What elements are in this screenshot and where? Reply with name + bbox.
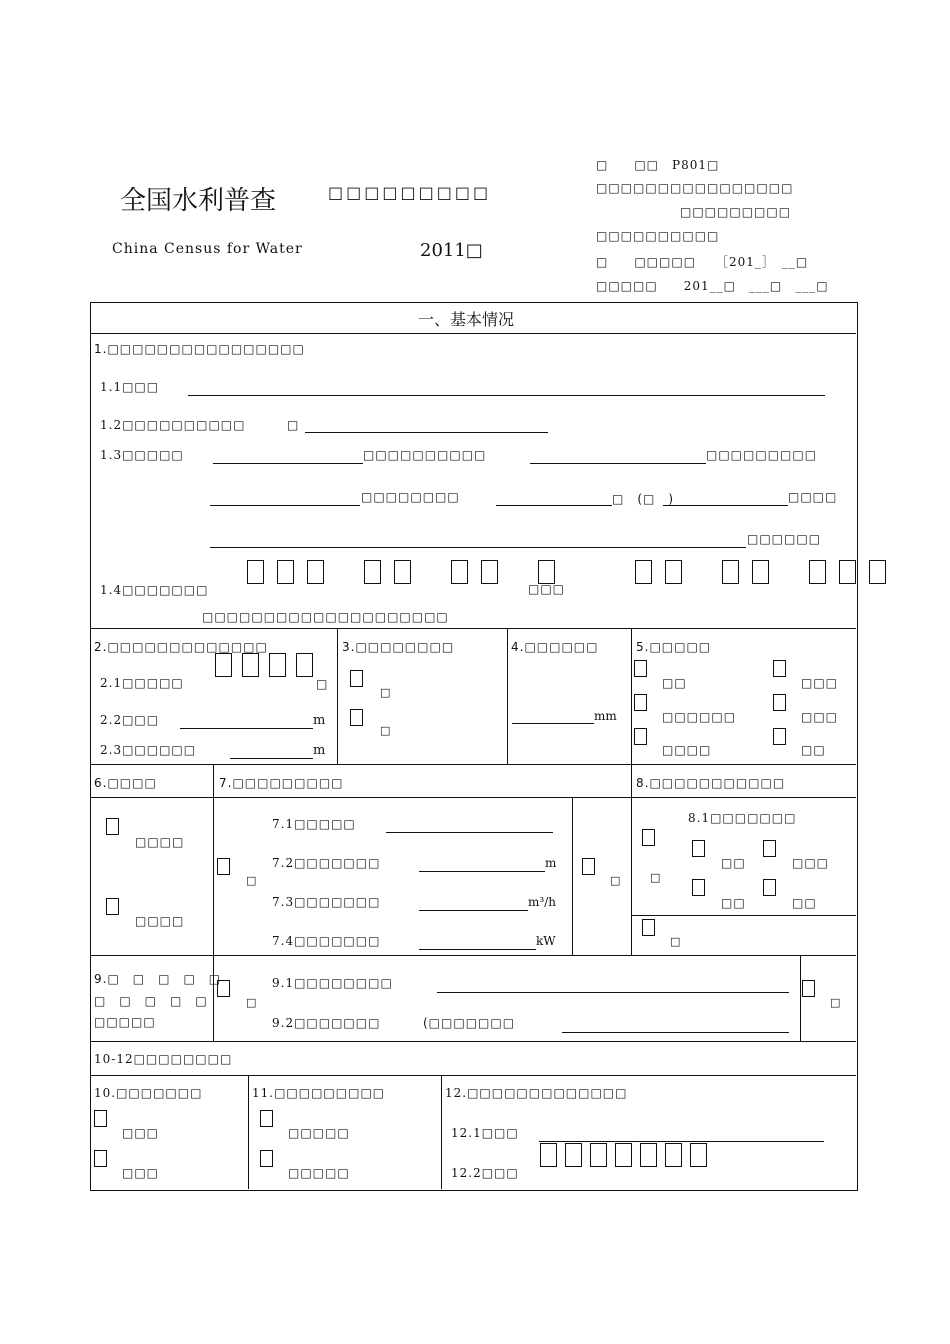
q2-1-label: 2.1□□□□□ — [100, 676, 184, 690]
q3-label: 3.□□□□□□□□ — [342, 640, 455, 654]
q8-left-label: □ — [650, 871, 661, 884]
q2-3-unit: m — [313, 743, 326, 758]
q1-3-text-e: □□□□ — [788, 490, 838, 504]
q6-option-2-label: □□□□ — [135, 914, 185, 928]
q9-2-label: 9.2□□□□□□□ — [272, 1016, 381, 1030]
q9-left-checkbox[interactable] — [217, 980, 230, 997]
q1-label: 1.□□□□□□□□□□□□□□□□ — [94, 342, 305, 356]
q8-option-1-checkbox[interactable] — [692, 840, 705, 857]
q7-3-label: 7.3□□□□□□□ — [272, 895, 381, 909]
q9-2-note: (□□□□□□□ — [423, 1016, 516, 1030]
form-meta-line: □□□□□□□□□□□□□□□□ — [596, 181, 794, 195]
q3-option-1-checkbox[interactable] — [350, 670, 363, 687]
q2-1-digit-boxes[interactable] — [215, 653, 326, 680]
census-title-en: China Census for Water — [112, 241, 303, 257]
form-title: □□□□□□□□□ — [328, 183, 492, 202]
q7-1-field[interactable] — [386, 832, 553, 833]
q5-option-4-checkbox[interactable] — [773, 660, 786, 677]
q3-option-2-label: □ — [380, 724, 391, 737]
q2-label: 2.□□□□□□□□□□□□□ — [94, 640, 268, 654]
q12-1-label: 12.1□□□ — [451, 1126, 519, 1140]
q8-option-2-checkbox[interactable] — [763, 840, 776, 857]
q5-option-5-checkbox[interactable] — [773, 694, 786, 711]
q7-label: 7.□□□□□□□□□ — [219, 776, 344, 790]
q7-2-unit: m — [545, 856, 557, 870]
q4-field[interactable] — [512, 723, 594, 724]
q10-12-label: 10-12□□□□□□□□ — [94, 1052, 233, 1066]
q2-3-field[interactable] — [230, 758, 313, 759]
q9-left-suffix: □ — [246, 996, 257, 1009]
q8-option-3-checkbox[interactable] — [692, 879, 705, 896]
q2-2-unit: m — [313, 713, 326, 728]
q7-checkbox[interactable] — [217, 858, 230, 875]
q5-label: 5.□□□□□ — [636, 640, 712, 654]
q9-label-line: □ □ □ □ □ — [94, 994, 208, 1008]
q9-1-field[interactable] — [437, 992, 789, 993]
q7-checkbox-suffix: □ — [246, 874, 257, 887]
q9-label-line: 9.□ □ □ □ □ — [94, 972, 222, 986]
q12-1-field[interactable] — [539, 1141, 824, 1142]
q1-3-label: 1.3□□□□□ — [100, 448, 184, 462]
q5-option-1-checkbox[interactable] — [634, 660, 647, 677]
q8-option-1-label: □□ — [721, 856, 746, 870]
q7-2-label: 7.2□□□□□□□ — [272, 856, 381, 870]
q12-label: 12.□□□□□□□□□□□□□ — [445, 1086, 628, 1100]
q1-1-label: 1.1□□□ — [100, 380, 160, 394]
q1-3-text-b: □□□□□□□□□ — [706, 448, 818, 462]
q2-2-field[interactable] — [180, 728, 313, 729]
q1-3-field-f[interactable] — [210, 547, 746, 548]
q1-3-text-f: □□□□□□ — [747, 532, 822, 546]
q7-side-checkbox[interactable] — [582, 858, 595, 875]
q3-option-1-label: □ — [380, 686, 391, 699]
q9-2-field[interactable] — [562, 1032, 789, 1033]
q8-left-checkbox[interactable] — [642, 829, 655, 846]
q8-bottom-checkbox[interactable] — [642, 919, 655, 936]
form-meta-line: □ □□□□□ ［201_］ __□ — [596, 255, 809, 269]
q10-option-1-checkbox[interactable] — [94, 1110, 107, 1127]
q1-4-label: 1.4□□□□□□□ — [100, 583, 209, 597]
q9-right-suffix: □ — [830, 996, 841, 1009]
q8-1-label: 8.1□□□□□□□ — [688, 811, 797, 825]
census-title: 全国水利普查 — [120, 186, 277, 216]
q11-label: 11.□□□□□□□□□ — [252, 1086, 386, 1100]
q1-3-text-c: □□□□□□□□ — [361, 490, 460, 504]
q5-option-4-label: □□□ — [801, 676, 839, 690]
q1-2-label: 1.2□□□□□□□□□□ — [100, 418, 246, 432]
q4-label: 4.□□□□□□ — [511, 640, 599, 654]
q1-3-field-d[interactable] — [496, 505, 612, 506]
q11-option-2-label: □□□□□ — [288, 1166, 350, 1180]
q8-option-4-label: □□ — [792, 896, 817, 910]
q4-unit: mm — [594, 709, 617, 723]
section-heading: 一、基本情况 — [418, 310, 515, 329]
q1-3-field-a[interactable] — [213, 463, 363, 464]
q5-option-6-checkbox[interactable] — [773, 728, 786, 745]
q10-option-2-label: □□□ — [122, 1166, 160, 1180]
q9-right-checkbox[interactable] — [802, 980, 815, 997]
q10-label: 10.□□□□□□□ — [94, 1086, 203, 1100]
q6-option-1-label: □□□□ — [135, 835, 185, 849]
q5-option-2-label: □□□□□□ — [662, 710, 737, 724]
q1-3-field-e[interactable] — [663, 505, 788, 506]
q6-label: 6.□□□□ — [94, 776, 157, 790]
q5-option-5-label: □□□ — [801, 710, 839, 724]
q7-4-field[interactable] — [419, 949, 536, 950]
census-year: 2011□ — [420, 240, 483, 261]
q2-1-suffix: □ — [316, 677, 329, 691]
q12-2-digit-boxes[interactable] — [540, 1143, 720, 1170]
q8-bottom-label: □ — [670, 935, 681, 948]
coordinate-digit-boxes[interactable] — [247, 560, 899, 587]
q12-2-label: 12.2□□□ — [451, 1166, 519, 1180]
q6-option-2-checkbox[interactable] — [106, 898, 119, 915]
q7-1-label: 7.1□□□□□ — [272, 817, 356, 831]
q1-4-note: □□□□□□□□□□□□□□□□□□□□ — [202, 610, 449, 624]
q9-label-line: □□□□□ — [94, 1015, 156, 1029]
q11-option-1-label: □□□□□ — [288, 1126, 350, 1140]
q5-option-3-checkbox[interactable] — [634, 728, 647, 745]
q5-option-1-label: □□ — [662, 676, 687, 690]
q9-1-label: 9.1□□□□□□□□ — [272, 976, 393, 990]
form-meta-line: □□□□□□□□□□ — [596, 229, 720, 243]
q1-3-text-d: □ (□ ) — [612, 492, 675, 506]
q6-option-1-checkbox[interactable] — [106, 818, 119, 835]
q8-option-3-label: □□ — [721, 896, 746, 910]
q7-3-unit: m³/h — [528, 895, 556, 909]
form-meta-line: □□□□□ 201__□ ___□ ___□ — [596, 279, 829, 293]
q1-1-field[interactable] — [188, 395, 825, 396]
q10-option-1-label: □□□ — [122, 1126, 160, 1140]
q5-option-3-label: □□□□ — [662, 743, 712, 757]
q7-4-label: 7.4□□□□□□□ — [272, 934, 381, 948]
q1-3-field-c[interactable] — [210, 505, 360, 506]
q7-4-unit: kW — [536, 934, 556, 948]
q1-3-text-a: □□□□□□□□□□ — [363, 448, 487, 462]
q2-2-label: 2.2□□□ — [100, 713, 160, 727]
q7-2-field[interactable] — [419, 871, 545, 872]
q2-3-label: 2.3□□□□□□ — [100, 743, 197, 757]
q1-2-suffix: □ — [287, 418, 300, 432]
q5-option-6-label: □□ — [801, 743, 826, 757]
form-meta-line: □□□□□□□□□ — [680, 205, 792, 219]
q1-4-unit: □□□ — [528, 582, 566, 596]
q5-option-2-checkbox[interactable] — [634, 694, 647, 711]
form-meta-line: □ □□ P801□ — [596, 158, 720, 172]
q8-option-4-checkbox[interactable] — [763, 879, 776, 896]
q7-side-suffix: □ — [610, 874, 621, 887]
q11-option-2-checkbox[interactable] — [260, 1150, 273, 1167]
q8-option-2-label: □□□ — [792, 856, 830, 870]
q7-3-field[interactable] — [419, 910, 528, 911]
q8-label: 8.□□□□□□□□□□□ — [636, 776, 786, 790]
q11-option-1-checkbox[interactable] — [260, 1110, 273, 1127]
q1-2-field[interactable] — [305, 432, 548, 433]
q3-option-2-checkbox[interactable] — [350, 709, 363, 726]
q10-option-2-checkbox[interactable] — [94, 1150, 107, 1167]
q1-3-field-b[interactable] — [530, 463, 706, 464]
